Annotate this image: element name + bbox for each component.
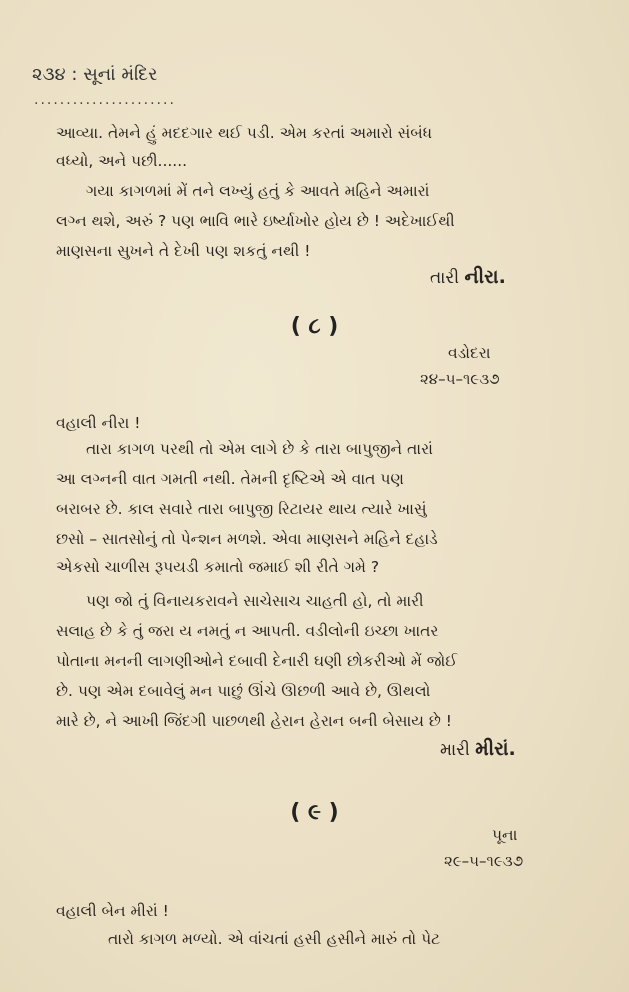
text-line: વધ્યો, અને પછી...... [56, 152, 188, 170]
salutation: વહાલી બેન મીરાં ! [56, 902, 169, 920]
letter-place: વડોદરા [448, 344, 491, 362]
text-line: માણસના સુખને તે દેખી પણ શકતું નથી ! [56, 242, 311, 260]
header-rule: ...................... [34, 92, 176, 108]
text-line: ગયા કાગળમાં મેં તને લખ્યું હતું કે આવતે મહિને અમારાં [86, 182, 430, 200]
text-line: આ લગ્નની વાત ગમતી નથી. તેમની દૃષ્ટિએ એ વાત પણ [56, 470, 404, 488]
signature-name: મીરાં. [475, 738, 516, 760]
text-line: બરાબર છે. કાલ સવારે તારા બાપુજી રિટાયર થાય ત્યારે ખાસું [56, 500, 427, 518]
text-line: છસો – સાતસોનું તો પેન્શન મળશે. એવા માણસને મહિને દહાડે [56, 530, 438, 548]
signature-prefix: તારી [430, 268, 460, 288]
signature-name: નીરા. [464, 266, 506, 288]
salutation: વહાલી નીરા ! [56, 414, 141, 432]
text-line: લગ્ન થશે, અરું ? પણ ભાવિ ભારે ઇર્ષ્યાખોર હોય છે ! અદેખાઈથી [56, 212, 455, 230]
letter-number: ( ૮ ) [290, 314, 339, 339]
text-line: તારા કાગળ પરથી તો એમ લાગે છે કે તારા બાપુજીને તારાં [86, 440, 433, 458]
letter-place: પૂના [492, 826, 518, 844]
text-line: પોતાના મનની લાગણીઓને દબાવી દેનારી ઘણી છોકરીઓ મેં જોઈ [56, 652, 458, 670]
signature-prefix: મારી [440, 740, 470, 760]
text-line: મારે છે, ને આખી જિંદગી પાછળથી હેરાન હેરાન બની બેસાય છે ! [56, 712, 453, 730]
signature [430, 266, 506, 288]
letter-date: ૨૪–૫–૧૯૩૭ [420, 370, 500, 388]
text-line: છે. પણ એમ દબાવેલું મન પાછું ઊંચે ઊછળી આવે છે, ઊથલો [56, 682, 431, 700]
text-line: પણ જો તું વિનાયકરાવને સાચેસાચ ચાહતી હો, તો મારી [86, 592, 424, 610]
signature [440, 738, 516, 760]
text-line: આવ્યા. તેમને હું મદદગાર થઈ પડી. એમ કરતાં અમારો સંબંધ [56, 124, 433, 142]
running-header: ૨૩૪ : સૂનાં મંદિર [32, 64, 158, 85]
text-line: તારો કાગળ મળ્યો. એ વાંચતાં હસી હસીને મારું તો પેટ [108, 930, 441, 948]
text-line: એકસો ચાળીસ રૂપયડી કમાતો જમાઈ શી રીતે ગમે ? [56, 558, 380, 576]
letter-date: ૨૯–૫–૧૯૩૭ [444, 852, 524, 870]
letter-number: ( ૯ ) [290, 800, 339, 825]
text-line: સલાહ છે કે તું જરા ય નમતું ન આપતી. વડીલોની ઇચ્છા ખાતર [56, 622, 439, 640]
